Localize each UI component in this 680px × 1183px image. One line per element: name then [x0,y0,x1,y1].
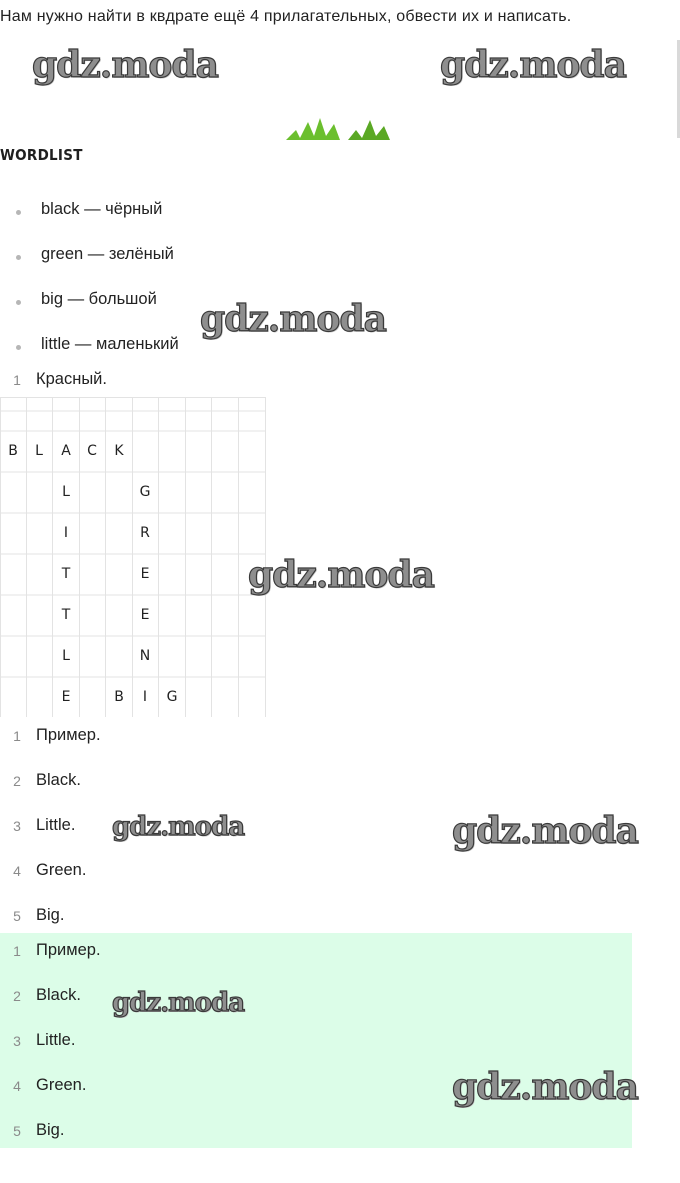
watermark: gdz.moda [200,298,386,340]
item-text: Little. [36,1031,76,1049]
grid-cell: B [8,443,18,459]
item-text: Big. [36,1121,65,1139]
item-number: 5 [13,1123,21,1139]
grid-cell: E [140,607,150,623]
bullet-icon [16,300,21,305]
grid-cell: G [166,689,178,705]
watermark: gdz.moda [452,810,638,852]
bullet-icon [16,210,21,215]
item-number: 3 [13,1033,21,1049]
watermark: gdz.moda [248,554,434,596]
plant-decoration [286,116,396,140]
item-number: 3 [13,818,21,834]
grid-cell: C [87,443,97,459]
grid-cell: L [62,484,70,500]
item-text: Пример. [36,726,101,744]
item-text: Black. [36,771,81,789]
grid-cell: B [114,689,124,705]
highlighted-answer-block [0,933,632,1148]
item-text: Пример. [36,941,101,959]
item-number: 2 [13,773,21,789]
grid-cell: T [61,607,71,623]
watermark: gdz.moda [452,1066,638,1108]
grid-cell: L [62,648,70,664]
grid-cell: E [61,689,71,705]
intro-text: Нам нужно найти в квдрате ещё 4 прилагательных, обвести их и написать. [0,8,572,25]
item-number: 2 [13,988,21,1004]
grid-cell: G [139,484,151,500]
item-text: Black. [36,986,81,1004]
item-text: Green. [36,861,87,879]
item-text: Little. [36,816,76,834]
item-number: 5 [13,908,21,924]
item-text: Green. [36,1076,87,1094]
item-number: 1 [13,943,21,959]
word-search-grid [0,397,266,717]
grid-cell: I [63,525,69,541]
grid-cell: A [61,443,71,459]
grid-cell: N [139,648,151,664]
watermark: gdz.moda [112,988,245,1018]
bullet-icon [16,255,21,260]
item-number: 4 [13,1078,21,1094]
item-text: Красный. [36,370,107,388]
item-number: 4 [13,863,21,879]
grid-cell: R [140,525,150,541]
item-number: 1 [13,728,21,744]
bullet-icon [16,345,21,350]
watermark: gdz.moda [32,44,218,86]
grid-cell: K [114,443,124,459]
item-number: 1 [13,372,21,388]
watermark: gdz.moda [112,812,245,842]
grid-cell: I [142,689,148,705]
grid-cell: T [61,566,71,582]
watermark: gdz.moda [440,44,626,86]
grid-cell: L [35,443,43,459]
grid-cell: E [140,566,150,582]
wordlist-title: WORDLIST [0,146,83,164]
item-text: Big. [36,906,65,924]
